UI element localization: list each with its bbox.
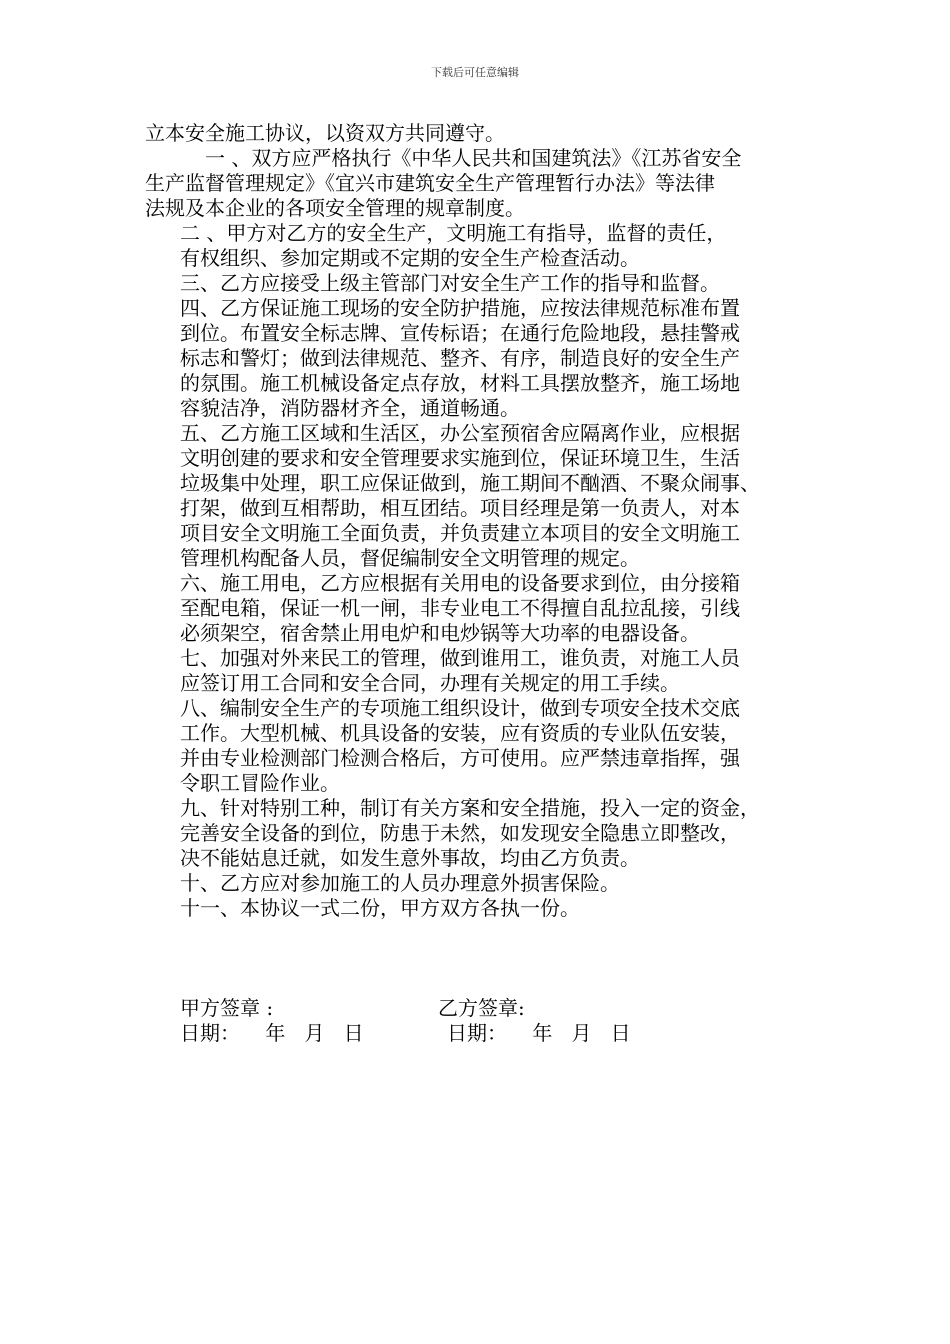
- body-line: 完善安全设备的到位，防患于未然，如发现安全隐患立即整改，: [180, 821, 740, 845]
- body-line: 法规及本企业的各项安全管理的规章制度。: [145, 196, 525, 220]
- body-line: 打架，做到互相帮助，相互团结。项目经理是第一负责人，对本: [180, 496, 740, 520]
- party-b-signature-label: 乙方签章:: [438, 996, 525, 1020]
- body-line: 到位。布置安全标志牌、宣传标语；在通行危险地段，悬挂警戒: [180, 321, 740, 345]
- body-line: 二 、甲方对乙方的安全生产，文明施工有指导，监督的责任，: [180, 221, 727, 245]
- party-b-date: 日期： 年 月 日: [447, 1021, 631, 1045]
- party-a-signature-label: 甲方签章 :: [180, 996, 274, 1020]
- body-line: 十、乙方应对参加施工的人员办理意外损害保险。: [180, 871, 620, 895]
- body-line: 生产监督管理规定》《宜兴市建筑安全生产管理暂行办法》等法律: [145, 171, 715, 195]
- body-line: 有权组织、参加定期或不定期的安全生产检查活动。: [180, 246, 640, 270]
- body-line: 令职工冒险作业。: [180, 771, 340, 795]
- body-line: 标志和警灯；做到法律规范、整齐、有序，制造良好的安全生产: [180, 346, 740, 370]
- party-a-date: 日期： 年 月 日: [180, 1021, 364, 1045]
- body-line: 应签订用工合同和安全合同，办理有关规定的用工手续。: [180, 671, 680, 695]
- body-line: 四、乙方保证施工现场的安全防护措施，应按法律规范标准布置: [180, 296, 740, 320]
- body-line: 垃圾集中处理，职工应保证做到，施工期间不酗酒、不聚众闹事、: [180, 471, 760, 495]
- body-line: 决不能姑息迁就，如发生意外事故，均由乙方负责。: [180, 846, 640, 870]
- body-line: 七、加强对外来民工的管理，做到谁用工，谁负责，对施工人员: [180, 646, 740, 670]
- body-line: 至配电箱，保证一机一闸，非专业电工不得擅自乱拉乱接，引线: [180, 596, 740, 620]
- body-line: 项目安全文明施工全面负责，并负责建立本项目的安全文明施工: [180, 521, 740, 545]
- body-line: 立本安全施工协议，以资双方共同遵守。: [145, 121, 505, 145]
- body-line: 一 、双方应严格执行《中华人民共和国建筑法》《江苏省安全: [205, 146, 742, 170]
- body-line: 容貌洁净，消防器材齐全，通道畅通。: [180, 396, 520, 420]
- body-line: 文明创建的要求和安全管理要求实施到位，保证环境卫生，生活: [180, 446, 740, 470]
- body-line: 八、编制安全生产的专项施工组织设计，做到专项安全技术交底: [180, 696, 740, 720]
- body-line: 五、乙方施工区域和生活区，办公室预宿舍应隔离作业，应根据: [180, 421, 740, 445]
- body-line: 三、乙方应接受上级主管部门对安全生产工作的指导和监督。: [180, 271, 720, 295]
- body-line: 并由专业检测部门检测合格后，方可使用。应严禁违章指挥，强: [180, 746, 740, 770]
- page-header: 下载后可任意编辑: [431, 66, 519, 79]
- body-line: 六、施工用电，乙方应根据有关用电的设备要求到位，由分接箱: [180, 571, 740, 595]
- body-line: 管理机构配备人员，督促编制安全文明管理的规定。: [180, 546, 640, 570]
- body-line: 工作。大型机械、机具设备的安装，应有资质的专业队伍安装，: [180, 721, 740, 745]
- body-line: 十一、本协议一式二份，甲方双方各执一份。: [180, 896, 580, 920]
- body-line: 九、针对特别工种，制订有关方案和安全措施，投入一定的资金，: [180, 796, 760, 820]
- body-line: 必须架空，宿舍禁止用电炉和电炒锅等大功率的电器设备。: [180, 621, 700, 645]
- body-line: 的氛围。施工机械设备定点存放，材料工具摆放整齐，施工场地: [180, 371, 740, 395]
